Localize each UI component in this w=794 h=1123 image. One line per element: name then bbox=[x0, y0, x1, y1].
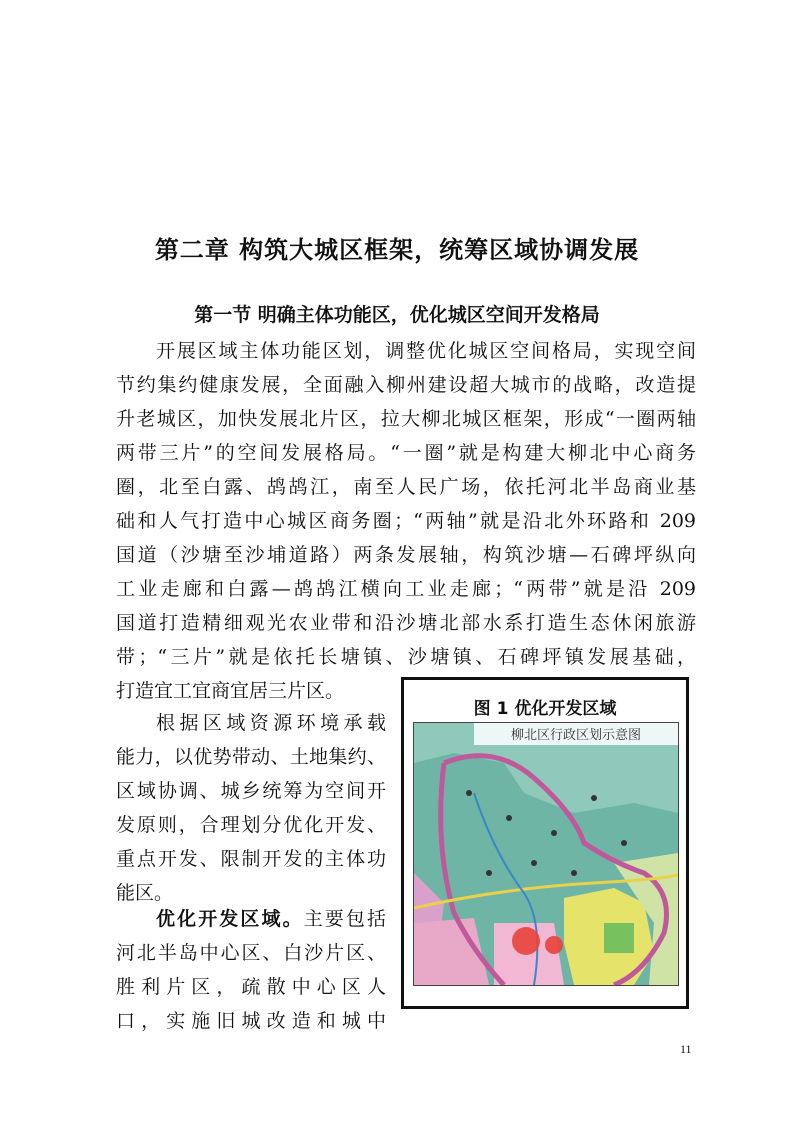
paragraph-line: 两带三片”的空间发展格局。“一圈”就是构建大柳北中心商务 bbox=[116, 442, 696, 464]
bold-heading: 优化开发区域。 bbox=[156, 908, 304, 930]
paragraph-line: 开展区域主体功能区划，调整优化城区空间格局，实现空间 bbox=[156, 340, 696, 362]
paragraph-line: 节约集约健康发展，全面融入柳州建设超大城市的战略，改造提 bbox=[116, 374, 696, 396]
chapter-title: 第二章 构筑大城区框架，统筹区域协调发展 bbox=[154, 236, 640, 264]
paragraph-text: 主要包括 bbox=[303, 908, 386, 930]
paragraph-line: 带；“三片”就是依托长塘镇、沙塘镇、石碑坪镇发展基础， bbox=[116, 646, 696, 668]
map-title: 柳北区行政区划示意图 bbox=[510, 728, 642, 743]
map-image bbox=[413, 722, 679, 986]
paragraph-line: 重点开发、限制开发的主体功 bbox=[116, 848, 386, 870]
paragraph-line: 升老城区，加快发展北片区，拉大柳北城区框架，形成“一圈两轴 bbox=[116, 408, 696, 430]
paragraph-line: 能力，以优势带动、土地集约、 bbox=[116, 746, 386, 768]
paragraph-line: 区域协调、城乡统筹为空间开 bbox=[116, 780, 386, 802]
paragraph-line: 能区。 bbox=[116, 882, 174, 904]
paragraph-line: 河北半岛中心区、白沙片区、 bbox=[116, 942, 386, 964]
paragraph-line bbox=[116, 902, 386, 936]
paragraph-line: 工业走廊和白露—鸪鸪江横向工业走廊；“两带”就是沿 209 bbox=[116, 578, 696, 600]
figure-frame bbox=[401, 677, 689, 1009]
paragraph-line: 根据区域资源环境承载 bbox=[156, 712, 386, 734]
page-number: 11 bbox=[680, 1042, 692, 1056]
paragraph-line: 发原则，合理划分优化开发、 bbox=[116, 814, 386, 836]
paragraph-line: 圈，北至白露、鸪鸪江，南至人民广场，依托河北半岛商业基 bbox=[116, 476, 696, 498]
figure-caption: 图 1 优化开发区域 bbox=[473, 699, 617, 719]
paragraph-line: 口，实施旧城改造和城中 bbox=[116, 1010, 386, 1032]
section-title: 第一节 明确主体功能区，优化城区空间开发格局 bbox=[194, 304, 600, 326]
paragraph-line: 打造宜工宜商宜居三片区。 bbox=[116, 680, 345, 702]
paragraph-line: 胜利片区，疏散中心区人 bbox=[116, 976, 386, 998]
paragraph-line: 国道打造精细观光农业带和沿沙塘北部水系打造生态休闲旅游 bbox=[116, 612, 696, 634]
paragraph-line: 础和人气打造中心城区商务圈；“两轴”就是沿北外环路和 209 bbox=[116, 510, 696, 532]
paragraph-line: 国道（沙塘至沙埔道路）两条发展轴，构筑沙塘—石碑坪纵向 bbox=[116, 544, 696, 566]
